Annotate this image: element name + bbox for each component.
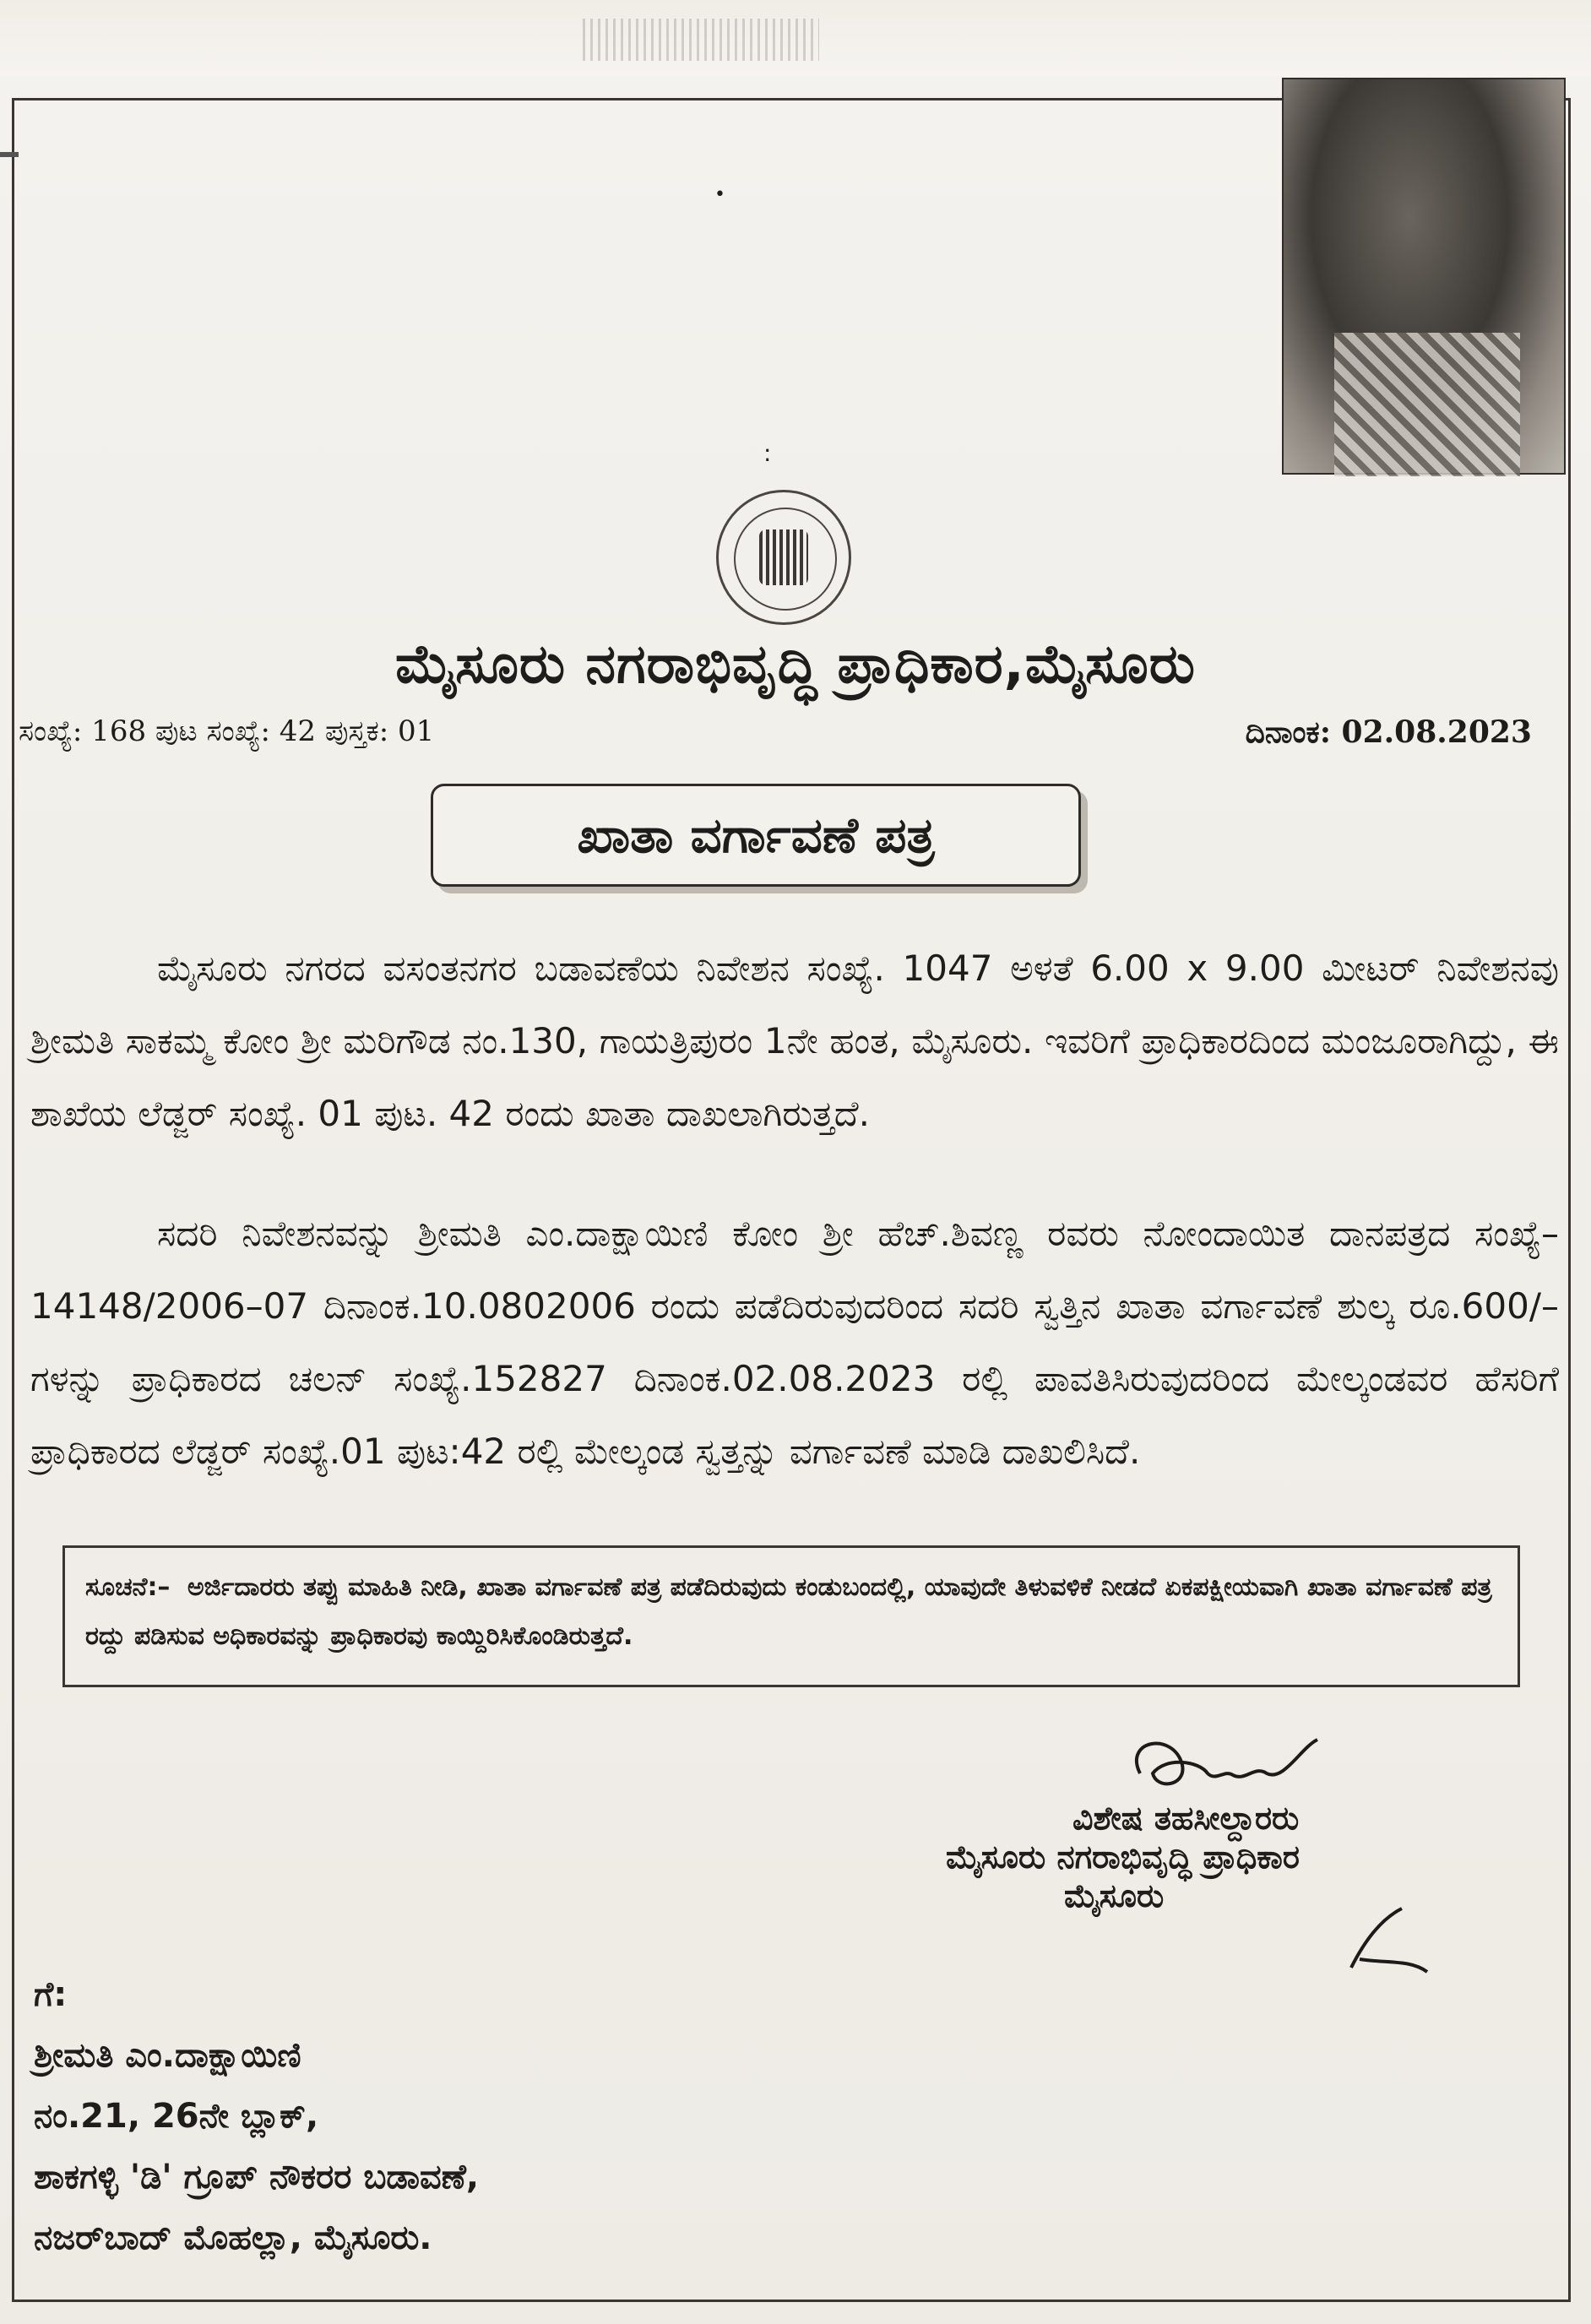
addressee-line-2: ಶಾಕಗಳ್ಳಿ 'ಡಿ' ಗ್ರೂಪ್ ನೌಕರರ ಬಡಾವಣೆ, xyxy=(34,2158,480,2196)
addressee-to-label: ಗೆ: xyxy=(34,1975,68,2014)
paragraph-allotment: ಮೈಸೂರು ನಗರದ ವಸಂತನಗರ ಬಡಾವಣೆಯ ನಿವೇಶನ ಸಂಖ್ಯೆ. 1047 ಅಳತೆ 6.00 x 9.00 ಮೀಟರ್ ನಿವೇಶನವು ಶ್ರೀಮತಿ ಸಾಕಮ್ಮ ಕೋಂ ಶ್ರೀ ಮರಿಗೌಡ ನಂ.130, ಗಾಯತ್ರಿಪುರಂ 1ನೇ ಹಂತ, ಮೈಸೂರು. ಇವರಿಗೆ ಪ್ರಾಧಿಕಾರದಿಂದ ಮಂಜೂರಾಗಿದ್ದು, ಈ ಶಾಖೆಯ ಲೆಡ್ಜರ್ ಸಂಖ್ಯೆ. 01 ಪುಟ. 42 ರಂದು ಖಾತಾ ದಾಖಲಾಗಿರುತ್ತದೆ. xyxy=(30,948,1559,1134)
signatory-city: ಮೈಸೂರು xyxy=(1064,1877,1165,1914)
paragraph-transfer: ಸದರಿ ನಿವೇಶನವನ್ನು ಶ್ರೀಮತಿ ಎಂ.ದಾಕ್ಷಾಯಿಣಿ ಕೋಂ ಶ್ರೀ ಹೆಚ್.ಶಿವಣ್ಣ ರವರು ನೋಂದಾಯಿತ ದಾನಪತ್ರದ ಸಂಖ್ಯೆ–14148/2006–07 ದಿನಾಂಕ.10.0802006 ರಂದು ಪಡೆದಿರುವುದರಿಂದ ಸದರಿ ಸ್ವತ್ತಿನ ಖಾತಾ ವರ್ಗಾವಣೆ ಶುಲ್ಕ ರೂ.600/–ಗಳನ್ನು ಪ್ರಾಧಿಕಾರದ ಚಲನ್ ಸಂಖ್ಯೆ.152827 ದಿನಾಂಕ.02.08.2023 ರಲ್ಲಿ ಪಾವತಿಸಿರುವುದರಿಂದ ಮೇಲ್ಕಂಡವರ ಹೆಸರಿಗೆ ಪ್ರಾಧಿಕಾರದ ಲೆಡ್ಜರ್ ಸಂಖ್ಯೆ.01 ಪುಟ:42 ರಲ್ಲಿ ಮೇಲ್ಕಂಡ ಸ್ವತ್ತನ್ನು ವರ್ಗಾವಣೆ ಮಾಡಿ ದಾಖಲಿಸಿದೆ. xyxy=(30,1213,1559,1472)
notice-text: ಅರ್ಜಿದಾರರು ತಪ್ಪು ಮಾಹಿತಿ ನೀಡಿ, ಖಾತಾ ವರ್ಗಾವಣೆ ಪತ್ರ ಪಡೆದಿರುವುದು ಕಂಡುಬಂದಲ್ಲಿ, ಯಾವುದೇ ತಿಳುವಳಿಕೆ ನೀಡದೆ ಏಕಪಕ್ಷೀಯವಾಗಿ ಖಾತಾ ವರ್ಗಾವಣೆ ಪತ್ರ ರದ್ದು ಪಡಿಸುವ ಅಧಿಕಾರವನ್ನು ಪ್ರಾಧಿಕಾರವು ಕಾಯ್ದಿರಿಸಿಕೊಂಡಿರುತ್ತದೆ. xyxy=(85,1572,1492,1651)
officer-initials-mark xyxy=(1334,1900,1436,1985)
authority-title: ಮೈಸೂರು ನಗರಾಭಿವೃದ್ಧಿ ಪ್ರಾಧಿಕಾರ,ಮೈಸೂರು xyxy=(395,633,1196,696)
colon-mark: : xyxy=(763,439,772,467)
addressee-name: ಶ್ರೀಮತಿ ಎಂ.ದಾಕ್ಷಾಯಿಣಿ xyxy=(34,2036,301,2075)
notice-label: ಸೂಚನೆ:– xyxy=(85,1572,171,1602)
notice-box xyxy=(62,1545,1520,1687)
authority-emblem-seal xyxy=(716,490,851,625)
issue-date: ದಿನಾಂಕ: 02.08.2023 xyxy=(1245,714,1532,750)
signatory-block xyxy=(946,1799,1537,1915)
photo-garment-pattern xyxy=(1334,333,1520,476)
document-title: ಖಾತಾ ವರ್ಗಾವಣೆ ಪತ್ರ xyxy=(577,806,935,864)
addressee-line-3: ನಜರ್‌ಬಾದ್ ಮೊಹಲ್ಲಾ, ಮೈಸೂರು. xyxy=(34,2218,432,2257)
applicant-photo xyxy=(1282,78,1566,475)
margin-mark xyxy=(0,152,19,157)
addressee-line-1: ನಂ.21, 26ನೇ ಬ್ಲಾಕ್, xyxy=(34,2097,319,2136)
addressee-block xyxy=(34,1964,479,2268)
emblem-center-icon xyxy=(759,529,808,585)
speck-mark: • xyxy=(714,184,725,205)
document-title-box xyxy=(431,784,1081,887)
signatory-designation: ವಿಶೇಷ ತಹಸೀಲ್ದಾರರು xyxy=(1072,1800,1300,1837)
signatory-office: ಮೈಸೂರು ನಗರಾಭಿವೃದ್ಧಿ ಪ್ರಾಧಿಕಾರ xyxy=(946,1838,1300,1876)
reference-number: ಸಂಖ್ಯೆ: 168 ಪುಟ ಸಂಖ್ಯೆ: 42 ಪುಸ್ತಕ: 01 xyxy=(19,714,435,748)
scan-header-noise xyxy=(583,19,819,61)
